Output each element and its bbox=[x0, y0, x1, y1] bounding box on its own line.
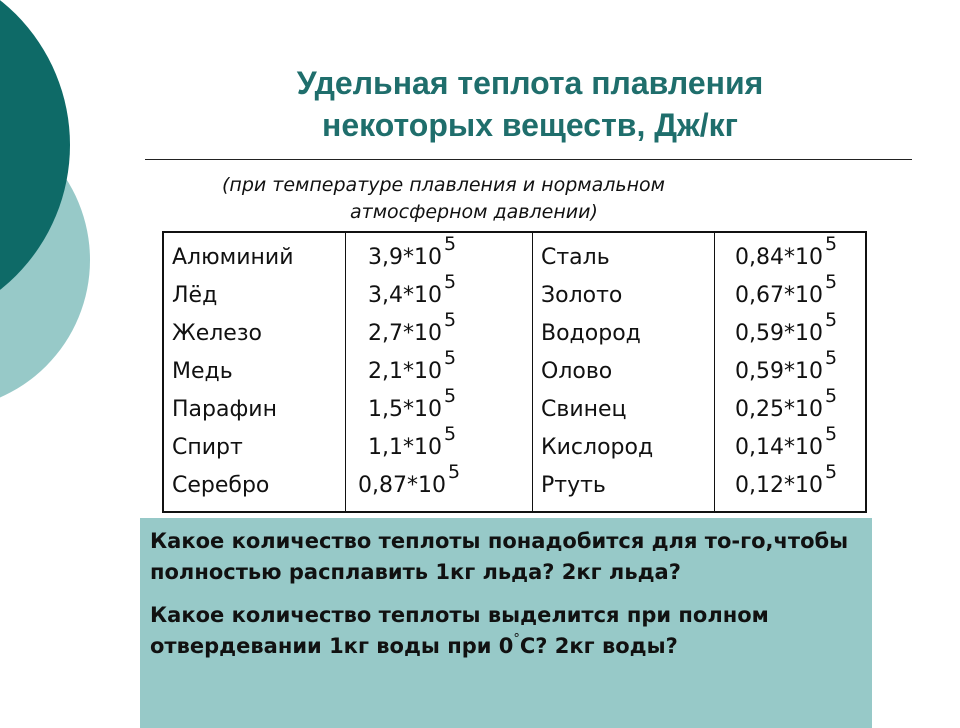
value-mantissa: 3,4*10 bbox=[368, 283, 442, 308]
title-line-2: некоторых веществ, Дж/кг bbox=[322, 107, 738, 143]
substance-name: Парафин bbox=[172, 397, 277, 422]
title-line-1: Удельная теплота плавления bbox=[296, 65, 764, 101]
value-exponent: 5 bbox=[447, 461, 461, 483]
value-mantissa: 1,5*10 bbox=[368, 397, 442, 422]
value-exponent: 5 bbox=[824, 347, 838, 369]
value-column-left bbox=[346, 232, 533, 512]
value-exponent: 5 bbox=[824, 385, 838, 407]
substance-name: Водород bbox=[541, 321, 641, 346]
value-mantissa: 0,59*10 bbox=[735, 321, 823, 346]
question-2-part-1: Какое количество теплоты выделится при полном отвердевании 1кг воды при 0 bbox=[150, 603, 769, 658]
fusion-value bbox=[354, 347, 524, 391]
note-line-2: атмосферном давлении) bbox=[350, 201, 598, 223]
value-exponent: 5 bbox=[443, 385, 457, 407]
value-mantissa: 1,1*10 bbox=[368, 435, 442, 460]
question-1: Какое количество теплоты понадобится для то-го,чтобы полностью расплавить 1кг льда? 2кг льда? bbox=[150, 529, 849, 584]
value-mantissa: 2,7*10 bbox=[368, 321, 442, 346]
substance-name: Свинец bbox=[541, 397, 627, 422]
substance-name: Олово bbox=[541, 359, 613, 384]
conditions-note bbox=[200, 172, 800, 226]
value-exponent: 5 bbox=[824, 461, 838, 483]
value-mantissa: 0,12*10 bbox=[735, 473, 823, 498]
value-mantissa: 3,9*10 bbox=[368, 245, 442, 270]
substance-name: Золото bbox=[541, 283, 623, 308]
substance-name: Лёд bbox=[172, 283, 218, 308]
value-mantissa: 0,14*10 bbox=[735, 435, 823, 460]
value-mantissa: 0,67*10 bbox=[735, 283, 823, 308]
value-mantissa: 0,87*10 bbox=[358, 473, 446, 498]
value-exponent: 5 bbox=[443, 423, 457, 445]
slide-title bbox=[160, 62, 900, 146]
value-mantissa: 0,25*10 bbox=[735, 397, 823, 422]
fusion-value bbox=[354, 233, 524, 277]
question-2 bbox=[150, 600, 862, 665]
value-exponent: 5 bbox=[824, 423, 838, 445]
value-exponent: 5 bbox=[824, 271, 838, 293]
heat-of-fusion-table bbox=[162, 231, 867, 513]
degree-sign: ° bbox=[513, 632, 520, 647]
fusion-value bbox=[354, 271, 524, 315]
substance-name: Сталь bbox=[541, 245, 610, 270]
fusion-value bbox=[354, 309, 524, 353]
value-mantissa: 2,1*10 bbox=[368, 359, 442, 384]
substance-name: Медь bbox=[172, 359, 233, 384]
value-exponent: 5 bbox=[824, 309, 838, 331]
substance-column-right bbox=[533, 232, 715, 512]
value-mantissa: 0,59*10 bbox=[735, 359, 823, 384]
substance-name: Железо bbox=[172, 321, 262, 346]
substance-name: Серебро bbox=[172, 473, 270, 498]
note-line-1: (при температуре плавления и нормальном bbox=[222, 174, 665, 196]
fusion-value bbox=[354, 423, 524, 467]
value-exponent: 5 bbox=[443, 309, 457, 331]
question-2-part-2: С? 2кг воды? bbox=[519, 634, 678, 658]
substance-name: Кислород bbox=[541, 435, 654, 460]
fusion-value bbox=[354, 385, 524, 429]
value-column-right bbox=[715, 232, 867, 512]
value-exponent: 5 bbox=[443, 347, 457, 369]
fusion-value bbox=[354, 461, 524, 505]
fusion-value bbox=[723, 461, 857, 505]
table-row bbox=[163, 232, 866, 512]
title-divider bbox=[145, 159, 912, 160]
substance-name: Спирт bbox=[172, 435, 243, 460]
value-exponent: 5 bbox=[443, 271, 457, 293]
value-exponent: 5 bbox=[824, 233, 838, 255]
value-exponent: 5 bbox=[443, 233, 457, 255]
substance-column-left bbox=[163, 232, 346, 512]
value-mantissa: 0,84*10 bbox=[735, 245, 823, 270]
question-box bbox=[140, 518, 872, 728]
substance-name: Ртуть bbox=[541, 473, 606, 498]
substance-name: Алюминий bbox=[172, 245, 294, 270]
